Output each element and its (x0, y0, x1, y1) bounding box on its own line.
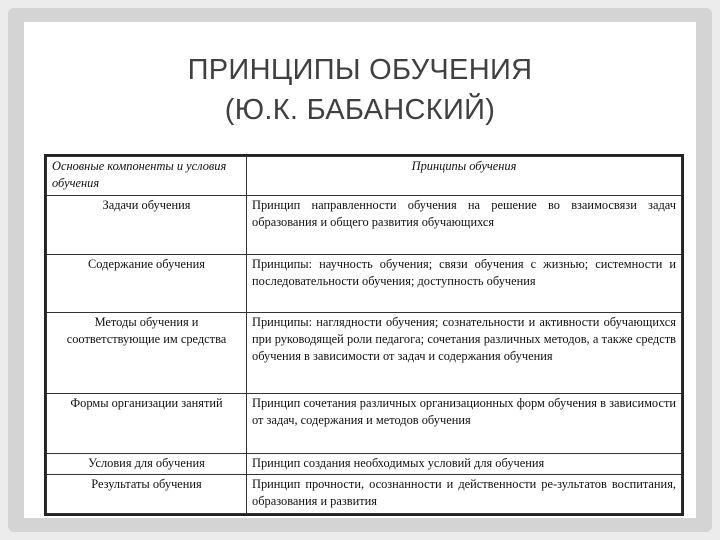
table-row (47, 196, 682, 254)
component-cell: Задачи обучения (47, 196, 247, 254)
table-row (47, 312, 682, 393)
component-cell: Содержание обучения (47, 254, 247, 312)
slide-title (24, 50, 696, 130)
principle-cell: Принципы: научность обучения; связи обучения с жизнью; системности и последовательности обучения; доступность обучения (247, 254, 682, 312)
principle-cell: Принцип направленности обучения на решение во взаимосвязи задач образования и общего развития обучающихся (247, 196, 682, 254)
table-row (47, 474, 682, 513)
principles-table-frame (44, 154, 684, 516)
slide-background (8, 8, 712, 532)
component-cell: Условия для обучения (47, 453, 247, 474)
principle-cell: Принцип сочетания различных организационных форм обучения в зависимости от задач, содержания и методов обучения (247, 393, 682, 453)
table-header-row (47, 157, 682, 196)
component-cell: Формы организации занятий (47, 393, 247, 453)
principle-cell: Принципы: наглядности обучения; сознательности и активности обучающихся при руководящей роли педагога; сочетания различных методов, а также средств обучения в зависимости от задач и содержания обучения (247, 312, 682, 393)
header-components: Основные компоненты и условия обучения (47, 157, 247, 196)
principle-cell: Принцип прочности, осознанности и действенности ре-зультатов воспитания, образования и развития (247, 474, 682, 513)
component-cell: Методы обучения и соответствующие им средства (47, 312, 247, 393)
table-row (47, 254, 682, 312)
principle-cell: Принцип создания необходимых условий для обучения (247, 453, 682, 474)
table-row (47, 453, 682, 474)
component-cell: Результаты обучения (47, 474, 247, 513)
title-line-1: ПРИНЦИПЫ ОБУЧЕНИЯ (187, 54, 533, 86)
title-line-2: (Ю.К. БАБАНСКИЙ) (224, 94, 496, 126)
slide-panel (24, 22, 696, 518)
table-row (47, 393, 682, 453)
header-principles: Принципы обучения (247, 157, 682, 196)
principles-table (46, 156, 682, 514)
